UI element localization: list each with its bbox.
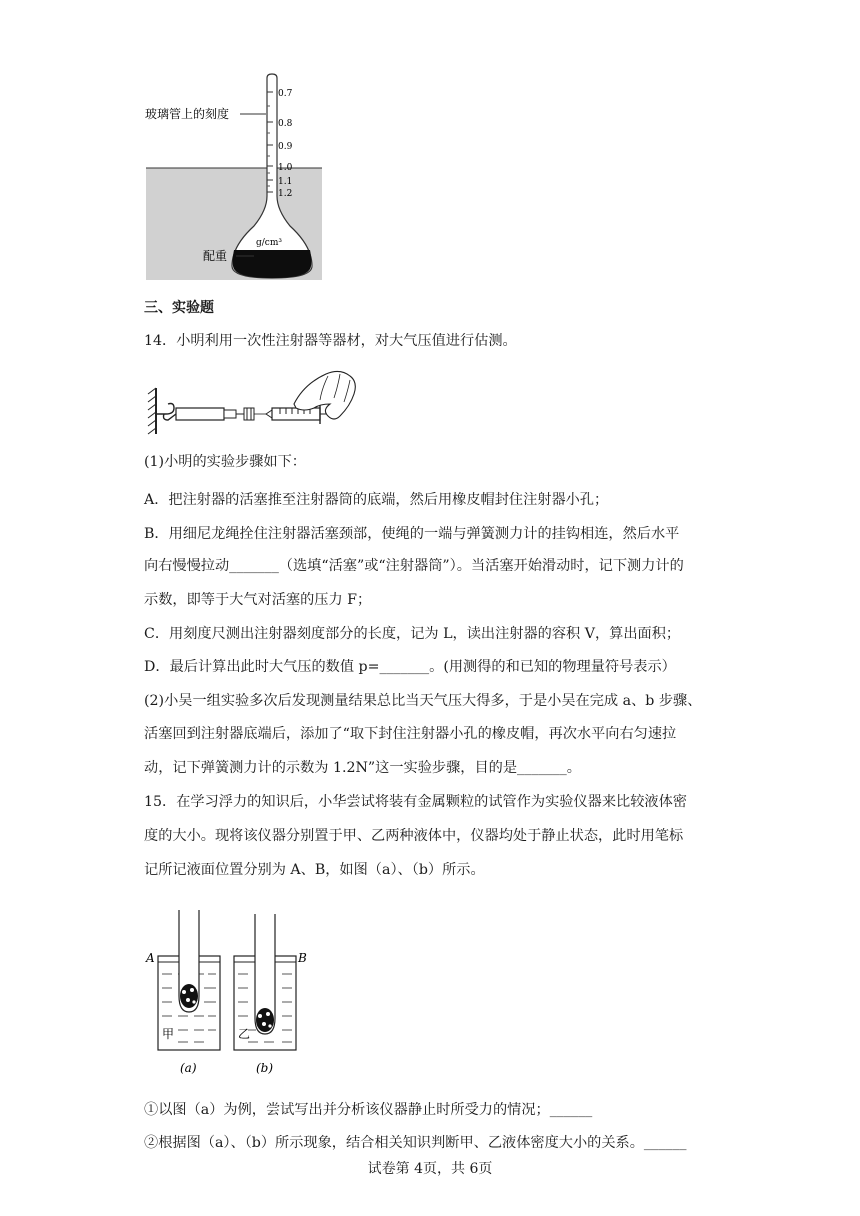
q14-step-b-3: 示数，即等于大气对活塞的压力 F； bbox=[144, 592, 372, 608]
syringe-figure bbox=[144, 364, 364, 438]
q14-part2-1: (2)小吴一组实验多次后发现测量结果总比当天气压大得多，于是小吴在完成 a、b 步骤、 bbox=[144, 693, 702, 709]
label-a: A bbox=[146, 951, 155, 965]
liquid-b-label: 乙 bbox=[238, 1027, 251, 1041]
q14-part1-intro: (1)小明的实验步骤如下： bbox=[144, 454, 306, 470]
q14-step-a: A．把注射器的活塞推至注射器筒的底端，然后用橡皮帽封住注射器小孔； bbox=[144, 492, 609, 508]
q14-step-b-1: B．用细尼龙绳拴住注射器活塞颈部，使绳的一端与弹簧测力计的挂钩相连，然后水平 bbox=[144, 526, 680, 542]
q15-sub-1: ①以图（a）为例，尝试写出并分析该仪器静止时所受力的情况；______ bbox=[144, 1102, 593, 1118]
scale-label: 玻璃管上的刻度 bbox=[145, 107, 230, 121]
weight-label: 配重 bbox=[203, 249, 228, 263]
page-footer: 试卷第 4页，共 6页 bbox=[367, 1161, 493, 1177]
tick-label-5: 1.2 bbox=[278, 189, 293, 199]
hydrometer-figure bbox=[140, 70, 340, 282]
q15-line-2: 度的大小。现将该仪器分别置于甲、乙两种液体中，仪器均处于静止状态，此时用笔标 bbox=[144, 828, 684, 844]
q15-line-1: 15．在学习浮力的知识后，小华尝试将装有金属颗粒的试管作为实验仪器来比较液体密 bbox=[144, 794, 687, 810]
q14-step-c: C．用刻度尺测出注射器刻度部分的长度，记为 L，读出注射器的容积 V，算出面积； bbox=[144, 626, 681, 642]
tick-label-3: 1.0 bbox=[278, 163, 293, 173]
caption-b: (b) bbox=[256, 1061, 274, 1075]
section-heading: 三、实验题 bbox=[144, 300, 214, 316]
caption-a: (a) bbox=[180, 1061, 197, 1075]
q14-stem: 14．小明利用一次性注射器等器材，对大气压值进行估测。 bbox=[144, 333, 517, 349]
q14-step-d: D．最后计算出此时大气压的数值 p=_______。(用测得的和已知的物理量符号表示） bbox=[144, 659, 676, 675]
tick-label-4: 1.1 bbox=[278, 177, 293, 187]
q14-part2-3: 动，记下弹簧测力计的示数为 1.2N”这一实验步骤，目的是_______。 bbox=[144, 760, 581, 776]
tick-label-2: 0.9 bbox=[278, 142, 293, 152]
test-tube-figure bbox=[144, 910, 324, 1080]
liquid-a-label: 甲 bbox=[162, 1027, 175, 1041]
q15-line-3: 记所记液面位置分别为 A、B，如图（a）、（b）所示。 bbox=[144, 862, 485, 878]
unit-label: g/cm³ bbox=[256, 238, 282, 248]
q14-step-b-2: 向右慢慢拉动_______（选填“活塞”或“注射器筒”）。当活塞开始滑动时，记下测力计的 bbox=[144, 558, 684, 574]
q14-part2-2: 活塞回到注射器底端后，添加了“取下封住注射器小孔的橡皮帽，再次水平向右匀速拉 bbox=[144, 726, 677, 742]
tick-label-0: 0.7 bbox=[278, 89, 293, 99]
label-b: B bbox=[298, 951, 307, 965]
tick-label-1: 0.8 bbox=[278, 119, 293, 129]
q15-sub-2: ②根据图（a）、（b）所示现象，结合相关知识判断甲、乙液体密度大小的关系。______ bbox=[144, 1135, 687, 1151]
